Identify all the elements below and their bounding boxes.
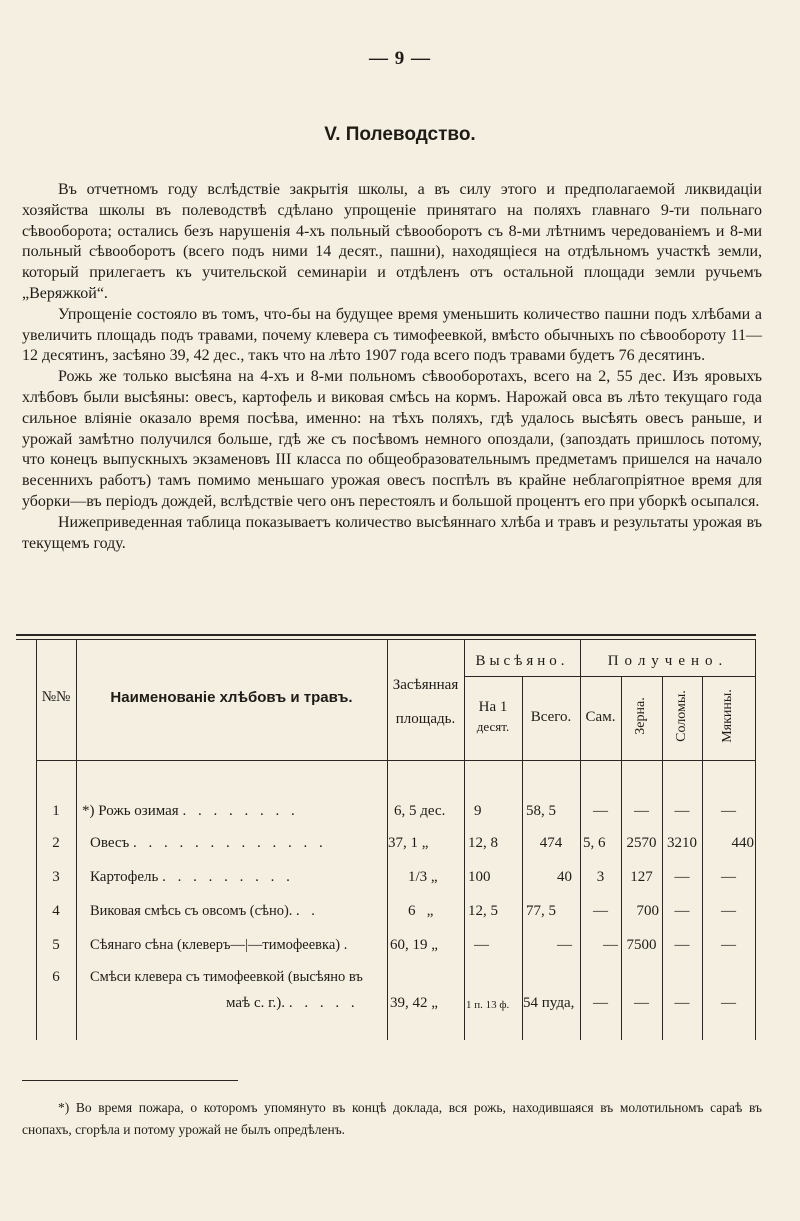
row-2-area: 37, 1 „ bbox=[388, 835, 429, 851]
header-sown-group: Высѣяно. bbox=[475, 653, 569, 669]
header-num: №№ bbox=[41, 689, 71, 705]
row-4-total: 77, 5 bbox=[526, 903, 556, 919]
header-per-1: На 1 bbox=[478, 699, 508, 715]
header-grain: Зерна. bbox=[633, 697, 648, 735]
row-5-per: — bbox=[474, 937, 489, 953]
row-6-straw: — bbox=[674, 995, 690, 1011]
body-text bbox=[22, 180, 762, 554]
row-3-per: 100 bbox=[468, 869, 491, 885]
row-4-chaff: — bbox=[721, 903, 736, 919]
footnote bbox=[22, 1097, 762, 1141]
harvest-table bbox=[16, 634, 756, 1040]
row-5-num: 5 bbox=[52, 937, 60, 953]
header-per-2: десят. bbox=[476, 719, 510, 734]
row-6-chaff: — bbox=[721, 995, 736, 1011]
header-name: Наименованіе хлѣбовъ и травъ. bbox=[110, 689, 353, 706]
row-5-grain: 7500 bbox=[626, 937, 657, 953]
row-1-straw: — bbox=[674, 803, 690, 819]
row-2-grain: 2570 bbox=[626, 835, 657, 851]
row-5-name: Сѣянаго сѣна (клеверъ—|—тимофеевка) . bbox=[90, 937, 348, 953]
row-1-total: 58, 5 bbox=[526, 803, 556, 819]
row-6-total: 54 пуда, bbox=[523, 995, 575, 1011]
header-received-group: Получено. bbox=[607, 653, 729, 669]
paragraph-3: Рожь же только высѣяна на 4-хъ и 8-ми польномъ сѣвооборотахъ, всего на 2, 55 дес. Изъ яровыхъ хлѣбовъ были высѣяны: овесъ, картофель и виковая смѣсь на кормъ. Нарожай овса въ лѣто текущаго года сильное вліяніе оказало время посѣва, именно: на тѣхъ поляхъ, гдѣ удалось высѣять овесъ раньше, и урожай замѣтно получился больше, гдѣ же съ посѣвомъ немного опоздали, (запоздать пришлось потому, что конецъ выпускныхъ экзаменовъ III класса по общеобразовательнымъ предметамъ пришелся на начало весеннихъ работъ) тамъ помимо меньшаго урожая овесъ поспѣлъ въ крайне неблагопріятное время для уборки—въ періодъ дождей, вслѣдствіе чего онъ перестоялъ и большой процентъ его при уборкѣ осыпался. bbox=[22, 368, 762, 510]
row-2-chaff: 440 bbox=[731, 835, 754, 851]
row-3-grain: 127 bbox=[630, 869, 653, 885]
row-2-name: Овесъ . . . . . . . . . . . . . bbox=[90, 835, 327, 851]
row-3-chaff: — bbox=[721, 869, 736, 885]
row-5-chaff: — bbox=[721, 937, 736, 953]
row-3-total: 40 bbox=[557, 869, 572, 885]
row-3-area: 1/3 „ bbox=[408, 869, 438, 885]
row-1-per: 9 bbox=[474, 803, 482, 819]
row-1-num: 1 bbox=[52, 803, 60, 819]
row-5-straw: — bbox=[674, 937, 690, 953]
row-5-sam: — bbox=[603, 937, 618, 953]
row-4-sam: — bbox=[593, 903, 608, 919]
row-1-grain: — bbox=[634, 803, 649, 819]
footnote-divider bbox=[22, 1080, 238, 1081]
paragraph-4: Нижеприведенная таблица показываетъ количество высѣяннаго хлѣба и травъ и результаты урожая въ текущемъ году. bbox=[22, 513, 762, 552]
row-2-per: 12, 8 bbox=[468, 835, 498, 851]
row-1-sam: — bbox=[593, 803, 608, 819]
row-6-name: Смѣси клевера съ тимофеевкой (высѣяно въ bbox=[90, 969, 363, 985]
row-2-sam: 5, 6 bbox=[583, 835, 606, 851]
row-4-name: Виковая смѣсь съ овсомъ (сѣно). . . bbox=[90, 903, 319, 919]
header-straw: Соломы. bbox=[674, 690, 689, 742]
header-total: Всего. bbox=[530, 709, 572, 725]
row-3-sam: 3 bbox=[596, 869, 605, 885]
row-2-total: 474 bbox=[539, 835, 563, 851]
header-sam: Сам. bbox=[585, 709, 616, 725]
row-6-num: 6 bbox=[52, 969, 60, 985]
footnote-text: *) Во время пожара, о которомъ упомянуто въ концѣ доклада, вся рожь, находившаяся въ молотильномъ сараѣ въ снопахъ, сгорѣла и потому урожай не былъ опредѣленъ. bbox=[22, 1100, 762, 1137]
row-3-num: 3 bbox=[52, 869, 60, 885]
row-6-sam: — bbox=[593, 995, 608, 1011]
row-4-area: 6 „ bbox=[408, 903, 434, 919]
row-4-per: 12, 5 bbox=[468, 903, 498, 919]
paragraph-1: Въ отчетномъ году вслѣдствіе закрытія школы, а въ силу этого и предполагаемой ликвидаціи хозяйства школы въ полеводствѣ сдѣлано упрощеніе принятаго на поляхъ главнаго 9-ти польнаго сѣвооборота; остались безъ нарушенія 4-хъ польный сѣвооборотъ съ 8-ми лѣтнимъ чередованіемъ и 8-ми польный сѣвооборотъ (всего подъ ними 14 десят., пашни), находящіеся на отдѣльномъ участкѣ земли, который прилегаетъ къ учительской семинаріи и отдѣленъ отъ остальной площади земли ручьемъ „Веряжкой“. bbox=[22, 181, 762, 302]
header-area-1: Засѣянная bbox=[392, 677, 459, 693]
paragraph-2: Упрощеніе состояло въ томъ, что-бы на будущее время уменьшить количество пашни подъ хлѣбами а увеличить площадь подъ травами, почему клевера съ тимофеевкой, вмѣсто обычныхъ по сѣвообороту 11—12 десятинъ, засѣяно 39, 42 дес., такъ что на лѣто 1907 года всего подъ травами будетъ 76 десятинъ. bbox=[22, 305, 762, 365]
row-6-per: 1 п. 13 ф. bbox=[466, 999, 510, 1011]
row-5-area: 60, 19 „ bbox=[390, 937, 438, 953]
row-1-area: 6, 5 дес. bbox=[394, 803, 446, 819]
row-3-straw: — bbox=[674, 869, 690, 885]
row-4-num: 4 bbox=[52, 903, 60, 919]
section-title: V. Полеводство. bbox=[324, 124, 476, 145]
row-6-grain: — bbox=[634, 995, 649, 1011]
row-2-straw: 3210 bbox=[667, 835, 697, 851]
row-1-chaff: — bbox=[721, 803, 736, 819]
row-1-name: *) Рожь озимая . . . . . . . . bbox=[82, 803, 299, 819]
row-5-total: — bbox=[557, 937, 572, 953]
row-3-name: Картофель . . . . . . . . . bbox=[90, 869, 294, 885]
page-number: — 9 — bbox=[369, 48, 431, 69]
row-4-grain: 700 bbox=[636, 903, 659, 919]
header-chaff: Мякины. bbox=[720, 689, 735, 743]
row-6-name-cont: маѣ с. г.). . . . . . bbox=[226, 995, 359, 1011]
row-6-area: 39, 42 „ bbox=[390, 995, 438, 1011]
row-2-num: 2 bbox=[52, 835, 60, 851]
header-area-2: площадь. bbox=[395, 711, 456, 727]
row-4-straw: — bbox=[674, 903, 690, 919]
